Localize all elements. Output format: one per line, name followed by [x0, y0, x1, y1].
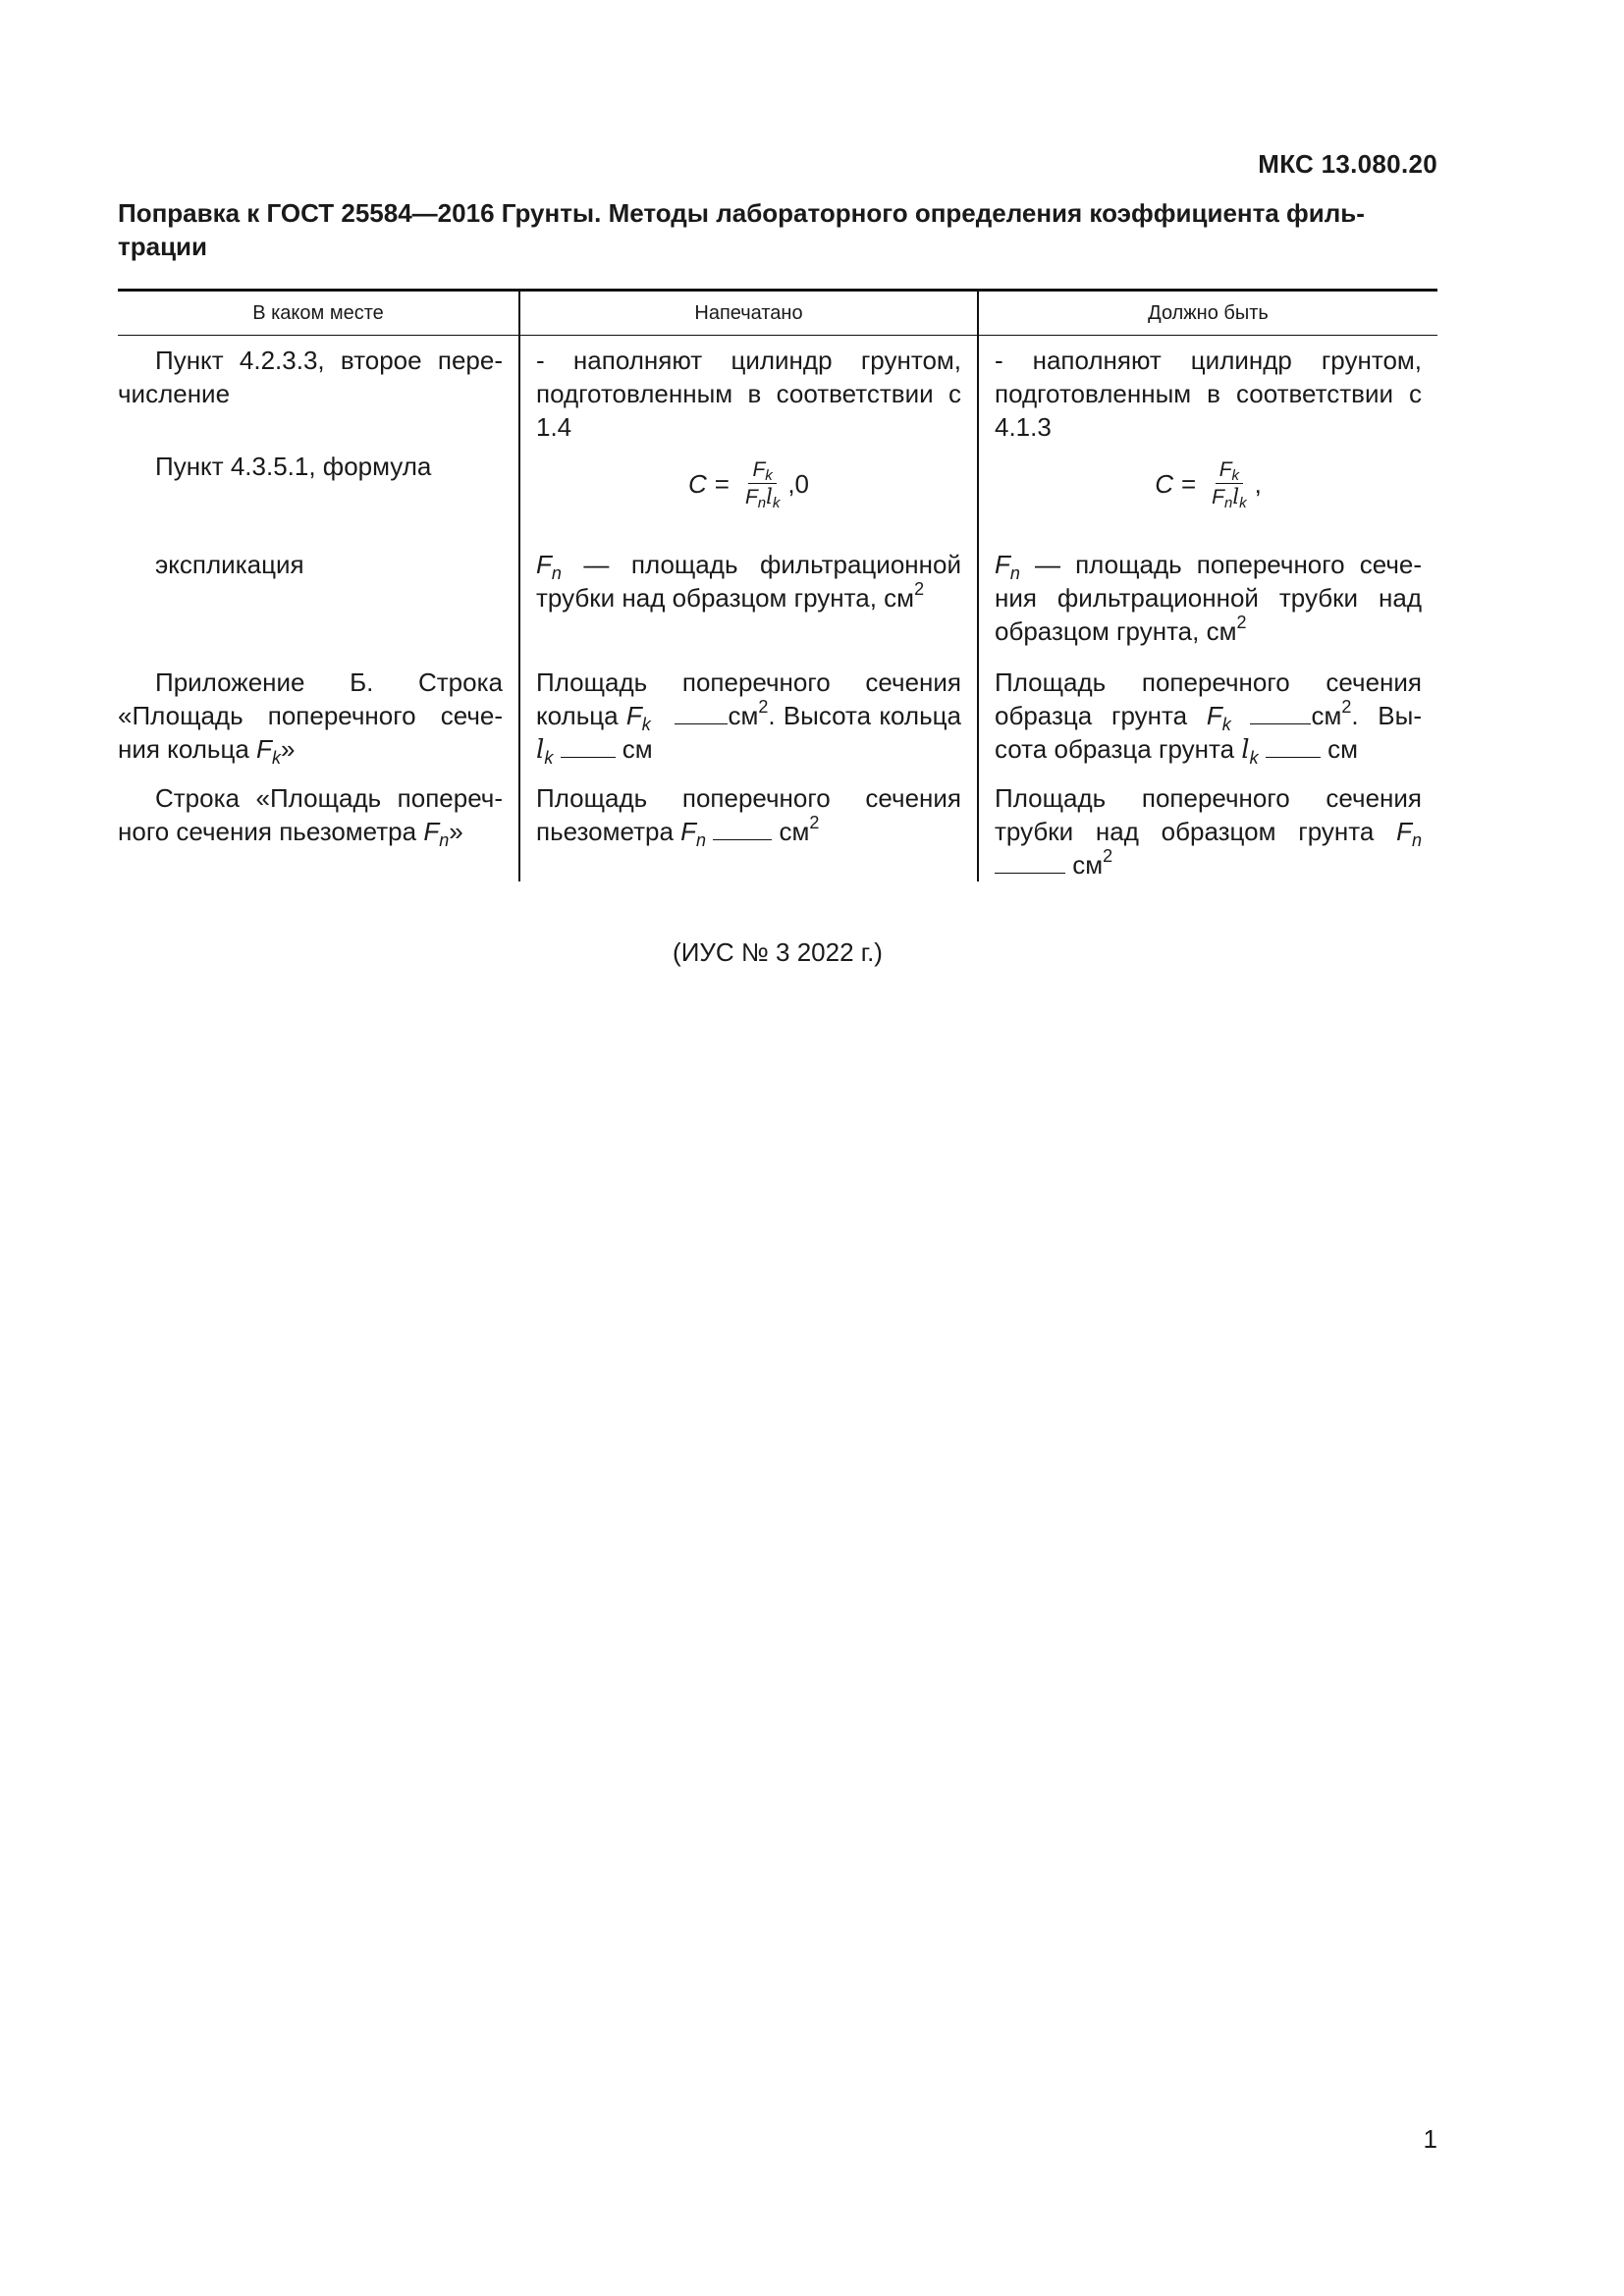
where-text: экспликация [155, 550, 304, 579]
blank-line [995, 851, 1065, 874]
amendment-table [118, 289, 1437, 881]
page-number: 1 [1423, 2124, 1437, 2154]
formula-should-be: C = $\frac{F_k}{F_nl_k}$ , [1155, 458, 1262, 511]
cell-where [118, 450, 519, 548]
ius-reference: (ИУС № 3 2022 г.) [673, 937, 883, 967]
blank-line [1266, 735, 1321, 758]
cell-printed: Площадь поперечного сечения пьезометра $F_n$ $см^2$ [519, 781, 978, 881]
table-row [118, 781, 1437, 881]
cell-printed: $F_n$ — площадь фильтрационной трубки над образцом грунта, $см^2$ [519, 548, 978, 666]
cell-printed: - наполняют цилиндр грунтом, подготовленным в соответствии с 1.4 [519, 336, 978, 451]
column-header-printed: Напечатано [519, 291, 978, 336]
cell-should-be: $F_n$ — площадь поперечного сече-ния фильтрационной трубки над образцом грунта, $см^2$ [978, 548, 1437, 666]
formula-printed: C = $\frac{F_k}{F_nl_k}$ ,0 [687, 458, 810, 511]
blank-line [1250, 702, 1311, 724]
cell-printed [519, 450, 978, 548]
table-row [118, 548, 1437, 666]
table-header-row [118, 291, 1437, 336]
cell-should-be: - наполняют цилиндр грунтом, подготовленным в соответствии с 4.1.3 [978, 336, 1437, 451]
table-row [118, 666, 1437, 781]
column-header-should-be: Должно быть [978, 291, 1437, 336]
cell-where: Приложение Б. Строка «Площадь поперечного сече-ния кольца $F_k$» [118, 667, 503, 768]
cell-where [118, 336, 519, 451]
document-title: Поправка к ГОСТ 25584—2016 Грунты. Методы лабораторного определения коэффициента филь-трации [118, 198, 1365, 261]
document-page [118, 0, 1437, 2296]
cell-printed: Площадь поперечного сечения кольца $F_k$ $см^2$. Высота кольца $l_k$ см [519, 666, 978, 781]
mks-code: МКС 13.080.20 [1258, 149, 1437, 179]
blank-line [713, 818, 772, 840]
table-row [118, 450, 1437, 548]
cell-where: Строка «Площадь попереч-ного сечения пьезометра $F_n$» [118, 783, 503, 850]
table-row [118, 336, 1437, 451]
blank-line [675, 702, 728, 724]
blank-line [561, 735, 616, 758]
cell-should-be [978, 450, 1437, 548]
cell-should-be: Площадь поперечного сечения образца грунта $F_k$ $см^2$. Вы-сота образца грунта $l_k$ см [978, 666, 1437, 781]
cell-where [118, 548, 519, 666]
fraction: $\frac{F_k}{F_nl_k}$ [744, 458, 781, 511]
column-header-where: В каком месте [118, 291, 519, 336]
fraction: $\frac{F_k}{F_nl_k}$ [1212, 458, 1247, 511]
where-text: Пункт 4.3.5.1, формула [155, 452, 432, 481]
where-text: Пункт 4.2.3.3, второе пере-числение [118, 346, 503, 408]
cell-should-be: Площадь поперечного сечения трубки над образцом грунта $F_n$ $см^2$ [978, 781, 1437, 881]
